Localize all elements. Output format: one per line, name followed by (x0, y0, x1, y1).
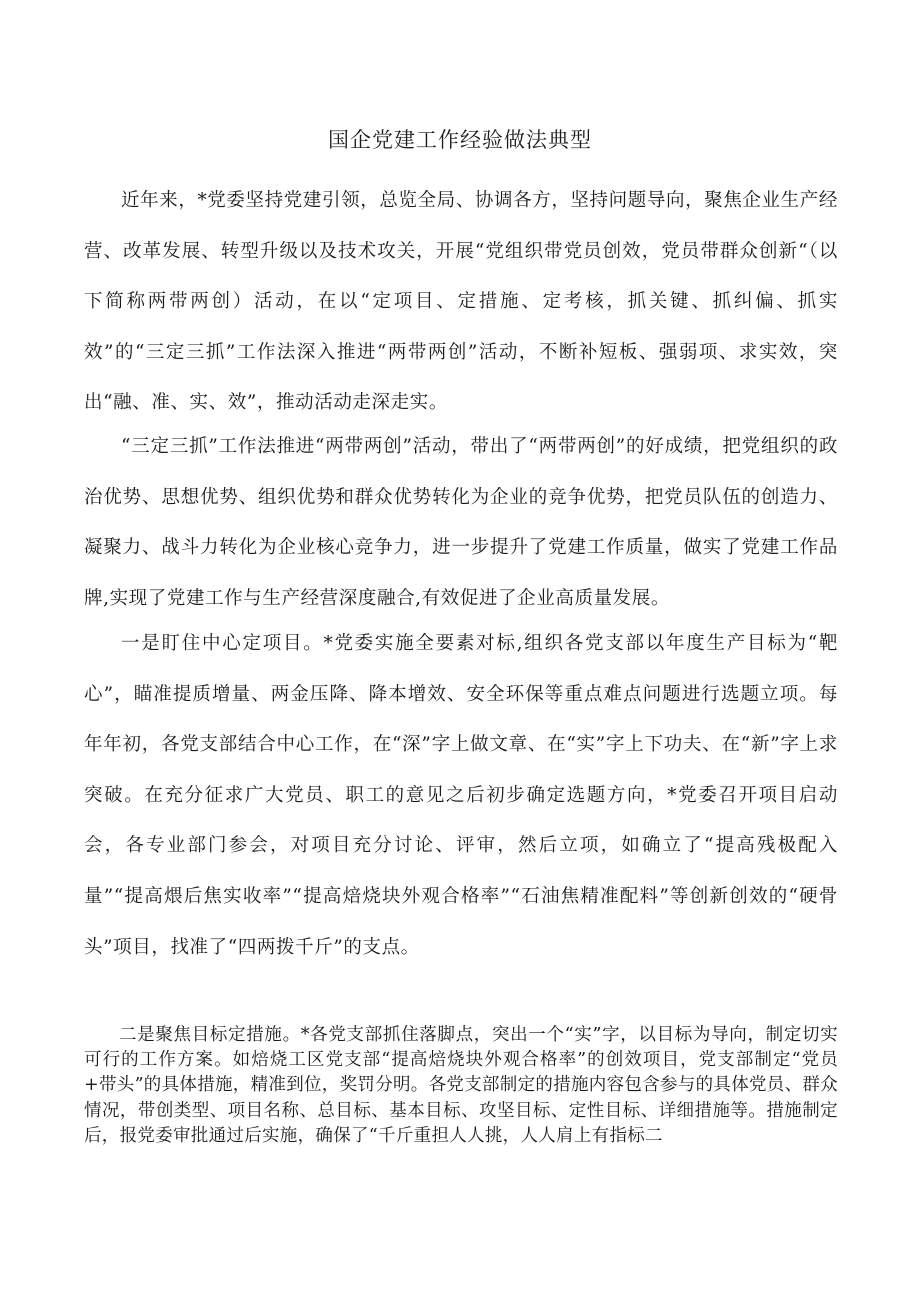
paragraph-intro: 近年来，*党委坚持党建引领，总览全局、协调各方，坚持问题导向，聚焦企业生产经营、改革发展、转型升级以及技术攻关，开展“党组织带党员创效，党员带群众创新“（以下简称两带两创）活动，在以“定项目、定措施、定考核，抓关键、抓纠偏、抓实效”的“三定三抓”工作法深入推进“两带两创”活动，不断补短板、强弱项、求实效，突出“融、准、实、效”，推动活动走深走实。 (84, 190, 838, 414)
document-title: 国企党建工作经验做法典型 (328, 128, 592, 152)
paragraph-define-projects: 一是盯住中心定项目。*党委实施全要素对标,组织各党支部以年度生产目标为“靶心”，瞄准提质增量、两金压降、降本增效、安全环保等重点难点问题进行选题立项。每年年初，各党支部结合中心工作，在“深”字上做文章、在“实”字上下功夫、在“新”字上求突破。在充分征求广大党员、职工的意见之后初步确定选题方向，*党委召开项目启动会，各专业部门参会，对项目充分讨论、评审，然后立项，如确立了“提高残极配入量”“提高煨后焦实收率”“提高焙烧块外观合格率”“石油焦精准配料”等创新创效的“硬骨头”项目，找准了“四两拨千斤”的支点。 (84, 633, 838, 958)
paragraph-define-measures: 二是聚焦目标定措施。*各党支部抓住落脚点，突出一个“实”字，以目标为导向，制定切实可行的工作方案。如焙烧工区党支部“提高焙烧块外观合格率”的创效项目，党支部制定“党员+带头”的具体措施，精准到位，奖罚分明。各党支部制定的措施内容包含参与的具体党员、群众情况，带创类型、项目名称、总目标、基本目标、攻坚目标、定性目标、详细措施等。措施制定后，报党委审批通过后实施，确保了“千斤重担人人挑，人人肩上有指标二 (84, 1025, 839, 1146)
paragraph-results: “三定三抓”工作法推进“两带两创”活动，带出了“两带两创”的好成绩，把党组织的政治优势、思想优势、组织优势和群众优势转化为企业的竞争优势，把党员队伍的创造力、凝聚力、战斗力转化为企业核心竞争力，进一步提升了党建工作质量，做实了党建工作品牌,实现了党建工作与生产经营深度融合,有效促进了企业高质量发展。 (84, 436, 838, 609)
